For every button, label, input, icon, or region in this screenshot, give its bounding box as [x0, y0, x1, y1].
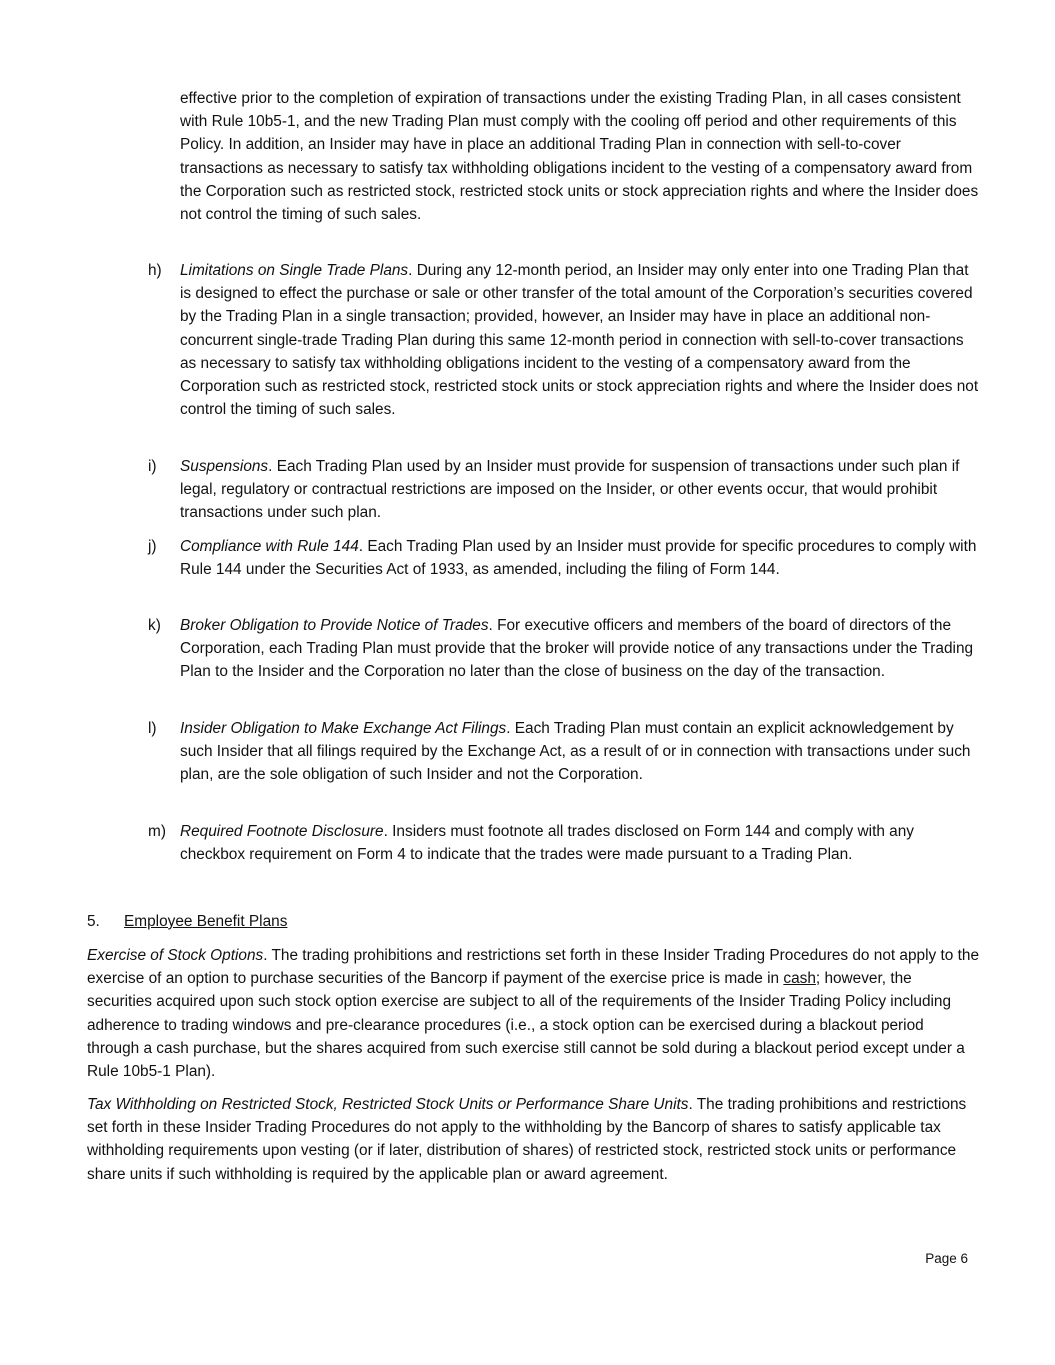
item-text: . Each Trading Plan used by an Insider must provide for specific procedures to comply with Rule 144 under the Securities Act of 1933, as amended, including the filing of Form 144. [180, 538, 977, 579]
list-item-l [148, 717, 980, 787]
section-title: Employee Benefit Plans [124, 913, 288, 930]
item-text: . Each Trading Plan used by an Insider must provide for suspension of transactions under such plan if legal, regulatory or contractual restrictions are imposed on the Insider, or other events occur, that would prohibit transactions under such plan. [180, 458, 960, 522]
paragraph-text-continued: ; however, the securities acquired upon such stock option exercise are subject to all of the requirements of the Insider Trading Policy including adherence to trading windows and pre-clearance procedures (i.e., a stock option can be exercised during a blackout period through a cash purchase, but the shares acquired from such exercise still cannot be sold during a blackout period except under a Rule 10b5-1 Plan). [87, 970, 965, 1081]
item-title: Insider Obligation to Make Exchange Act Filings [180, 720, 507, 737]
paragraph-title: Exercise of Stock Options [87, 947, 264, 964]
item-text: . For executive officers and members of the board of directors of the Corporation, each Trading Plan must provide that the broker will provide notice of any transactions under the Trading Plan to the Insider and the Corporation no later than the close of business on the day of the transaction. [180, 617, 974, 681]
paragraph-title: Tax Withholding on Restricted Stock, Restricted Stock Units or Performance Share Units [87, 1096, 689, 1113]
list-label: m) [148, 823, 166, 840]
section-heading [87, 910, 287, 933]
item-text: . Each Trading Plan must contain an explicit acknowledgement by such Insider that all filings required by the Exchange Act, as a result of or in connection with transactions under such plan, are the sole obligation of such Insider and not the Corporation. [180, 720, 971, 784]
list-item-h [148, 259, 980, 421]
paragraph-text: . The trading prohibitions and restrictions set forth in these Insider Trading Procedures do not apply to the exercise of an option to purchase securities of the Bancorp if payment of the exercise price is made in [87, 947, 980, 988]
item-title: Required Footnote Disclosure [180, 823, 384, 840]
item-text: . During any 12-month period, an Insider may only enter into one Trading Plan that is designed to effect the purchase or sale or other transfer of the total amount of the Corporation’s securities covered by the Trading Plan in a single transaction; provided, however, an Insider may have in place an additional non-concurrent single-trade Trading Plan during this same 12-month period in connection with sell-to-cover transactions as necessary to satisfy tax withholding obligations incident to the vesting of a compensatory award from the Corporation such as restricted stock, restricted stock units or stock appreciation rights and where the Insider does not control the timing of such sales. [180, 262, 979, 419]
paragraph-text: . The trading prohibitions and restrictions set forth in these Insider Trading Procedures do not apply to the withholding by the Bancorp of shares to satisfy applicable tax withholding requirements upon vesting (or if later, distribution of shares) of restricted stock, restricted stock units or performance share units if such withholding is required by the applicable plan or award agreement. [87, 1096, 967, 1183]
list-item-m [148, 820, 980, 866]
item-title: Limitations on Single Trade Plans [180, 262, 409, 279]
page-number: Page 6 [925, 1251, 968, 1266]
list-label: k) [148, 617, 161, 634]
item-title: Compliance with Rule 144 [180, 538, 359, 555]
list-label: i) [148, 458, 157, 475]
list-label: l) [148, 720, 157, 737]
item-title: Suspensions [180, 458, 269, 475]
item-text: . Insiders must footnote all trades disclosed on Form 144 and comply with any checkbox requirement on Form 4 to indicate that the trades were made pursuant to a Trading Plan. [180, 823, 914, 864]
list-item-j [148, 535, 980, 581]
list-label: h) [148, 262, 162, 279]
list-item-k [148, 614, 980, 684]
tax-withholding-paragraph [87, 1093, 980, 1186]
continuation-paragraph: effective prior to the completion of expiration of transactions under the existing Trading Plan, in all cases consistent with Rule 10b5-1, and the new Trading Plan must comply with the cooling off period and other requirements of this Policy. In addition, an Insider may have in place an additional Trading Plan in connection with sell-to-cover transactions as necessary to satisfy tax withholding obligations incident to the vesting of a compensatory award from the Corporation such as restricted stock, restricted stock units or stock appreciation rights and where the Insider does not control the timing of such sales. [180, 90, 979, 224]
stock-options-paragraph [87, 944, 980, 1083]
section-number: 5. [87, 913, 100, 930]
underlined-term: cash [783, 970, 816, 988]
list-item-i [148, 455, 980, 525]
item-title: Broker Obligation to Provide Notice of Trades [180, 617, 489, 634]
list-label: j) [148, 538, 157, 555]
